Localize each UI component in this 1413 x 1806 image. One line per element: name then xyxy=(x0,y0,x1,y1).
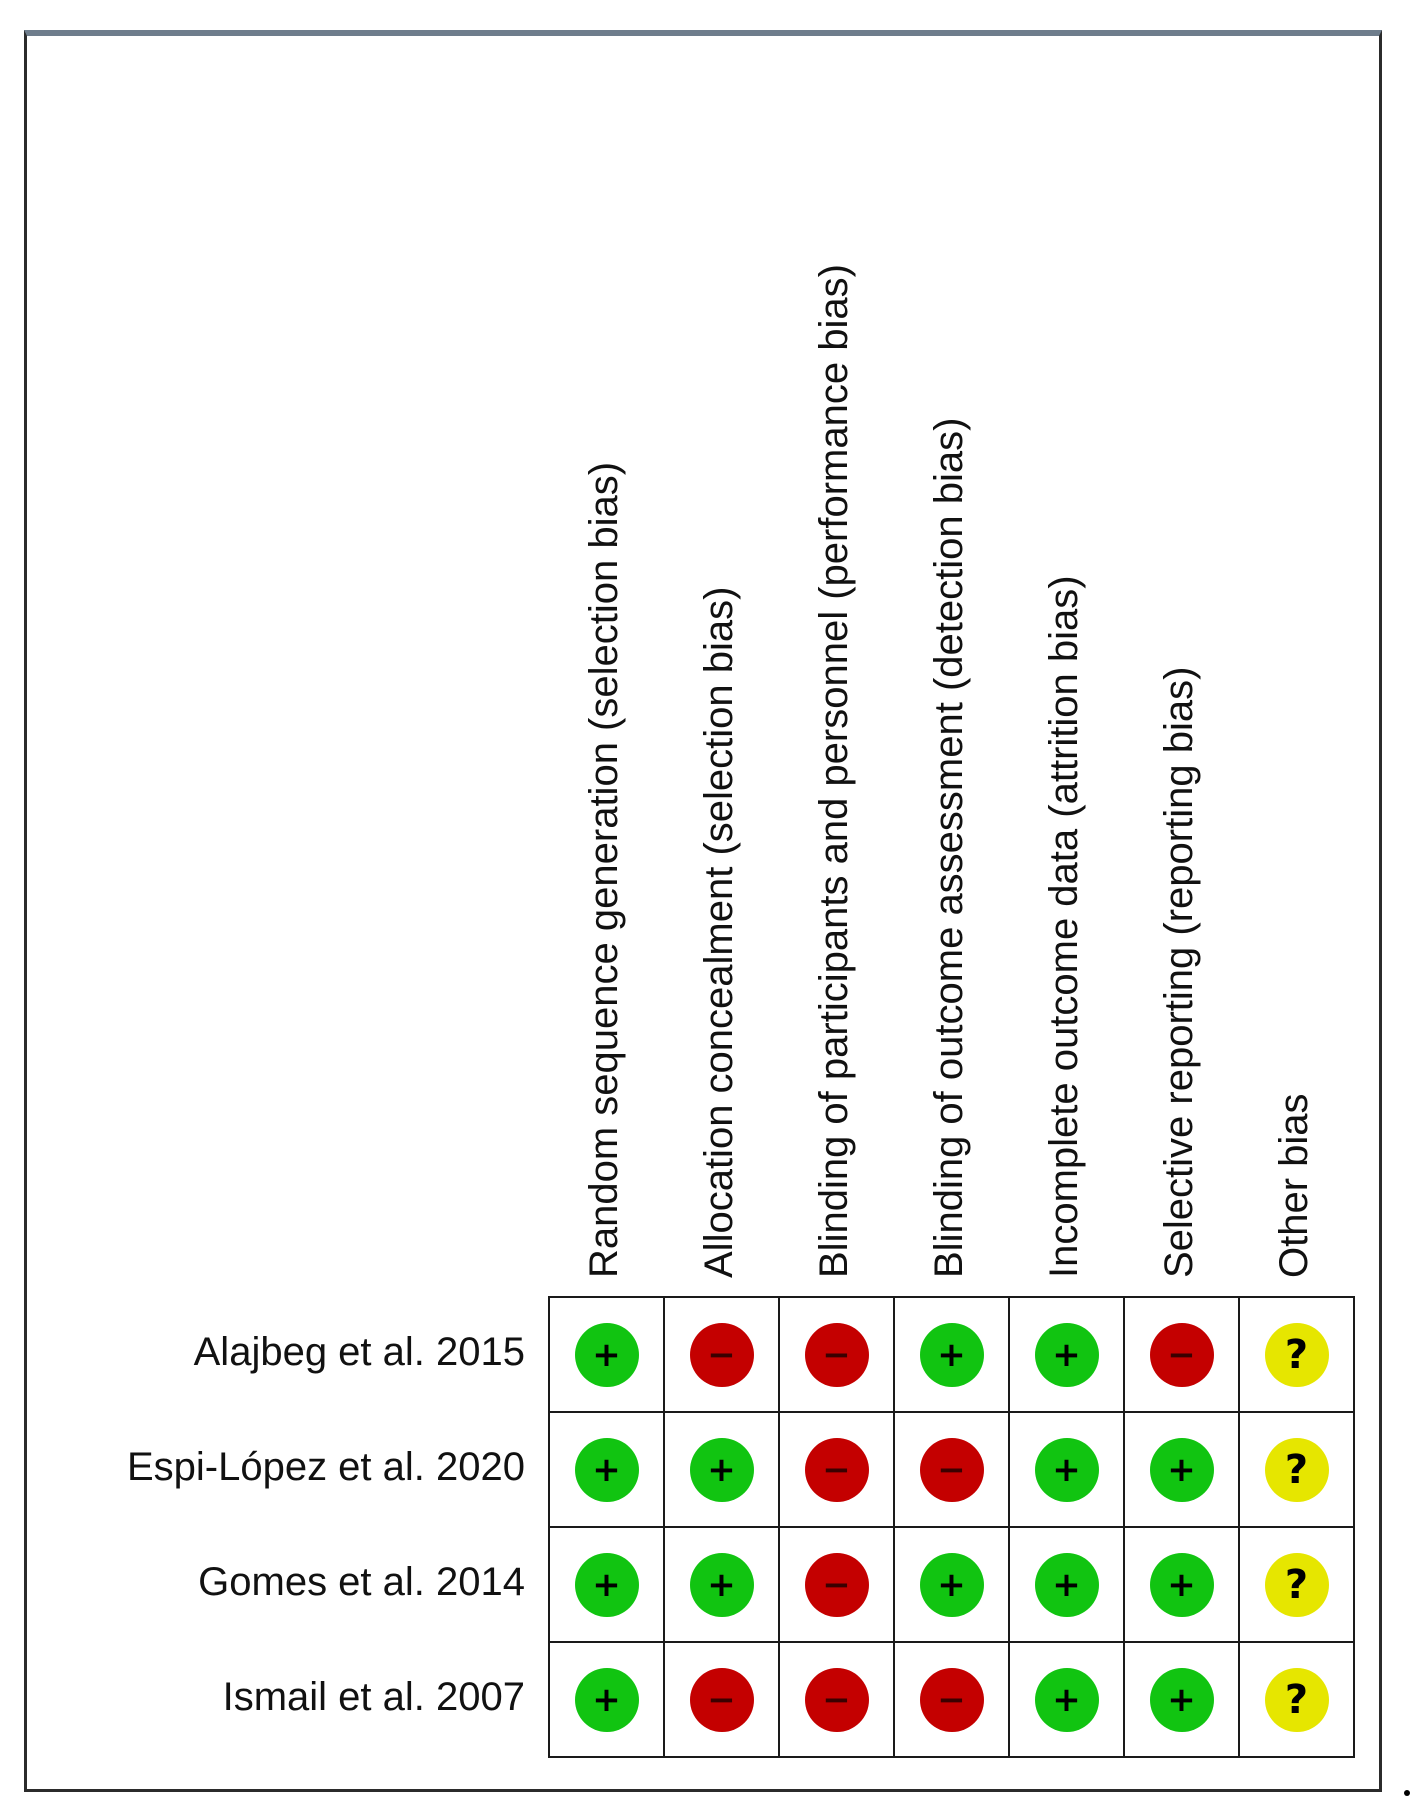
column-header: Blinding of participants and personnel (performance bias) xyxy=(811,264,856,1278)
judgement-high-icon xyxy=(805,1668,869,1732)
column-header: Other bias xyxy=(1271,1093,1316,1278)
judgement-symbol: − xyxy=(1167,1334,1196,1375)
judgement-unclear-icon xyxy=(1265,1438,1329,1502)
judgement-low-icon xyxy=(1150,1438,1214,1502)
study-label: Alajbeg et al. 2015 xyxy=(193,1329,525,1374)
judgement-symbol: − xyxy=(707,1334,736,1375)
study-label: Espi-López et al. 2020 xyxy=(126,1444,525,1489)
judgement-low-icon xyxy=(575,1323,639,1387)
judgement-low-icon xyxy=(1035,1438,1099,1502)
judgement-symbol: + xyxy=(937,1334,966,1375)
judgement-low-icon xyxy=(690,1553,754,1617)
judgement-unclear-icon xyxy=(1265,1668,1329,1732)
judgement-symbol: − xyxy=(937,1449,966,1490)
judgement-symbol: − xyxy=(822,1449,851,1490)
judgement-symbol: − xyxy=(822,1679,851,1720)
judgement-high-icon xyxy=(920,1668,984,1732)
judgement-symbol: + xyxy=(1167,1449,1196,1490)
judgement-high-icon xyxy=(805,1438,869,1502)
judgement-symbol: + xyxy=(592,1564,621,1605)
judgement-symbol: + xyxy=(592,1334,621,1375)
judgement-symbol: ? xyxy=(1284,1331,1309,1378)
judgement-symbol: + xyxy=(707,1449,736,1490)
judgement-low-icon xyxy=(690,1438,754,1502)
judgement-low-icon xyxy=(1035,1668,1099,1732)
judgement-symbol: + xyxy=(592,1679,621,1720)
judgement-low-icon xyxy=(1150,1668,1214,1732)
judgement-symbol: ? xyxy=(1284,1676,1309,1723)
judgement-low-icon xyxy=(920,1323,984,1387)
judgement-high-icon xyxy=(1150,1323,1214,1387)
judgement-symbol: + xyxy=(1052,1679,1081,1720)
judgement-high-icon xyxy=(690,1323,754,1387)
judgement-low-icon xyxy=(575,1438,639,1502)
judgement-high-icon xyxy=(805,1323,869,1387)
judgement-high-icon xyxy=(805,1553,869,1617)
judgement-symbol: + xyxy=(592,1449,621,1490)
judgement-symbol: − xyxy=(707,1679,736,1720)
judgement-unclear-icon xyxy=(1265,1323,1329,1387)
judgement-high-icon xyxy=(920,1438,984,1502)
judgement-high-icon xyxy=(690,1668,754,1732)
judgement-symbol: ? xyxy=(1284,1446,1309,1493)
column-header: Blinding of outcome assessment (detection bias) xyxy=(926,417,971,1278)
judgement-low-icon xyxy=(1035,1323,1099,1387)
judgement-low-icon xyxy=(920,1553,984,1617)
trailing-dot xyxy=(1404,1790,1410,1796)
judgement-symbol: + xyxy=(1167,1564,1196,1605)
judgement-low-icon xyxy=(575,1668,639,1732)
column-header: Allocation concealment (selection bias) xyxy=(696,586,741,1278)
judgement-symbol: − xyxy=(822,1334,851,1375)
judgement-symbol: + xyxy=(1052,1449,1081,1490)
judgement-symbol: + xyxy=(1052,1334,1081,1375)
judgement-symbol: + xyxy=(1167,1679,1196,1720)
judgement-symbol: + xyxy=(707,1564,736,1605)
judgement-symbol: + xyxy=(937,1564,966,1605)
judgement-low-icon xyxy=(1035,1553,1099,1617)
judgement-symbol: − xyxy=(937,1679,966,1720)
judgement-symbol: − xyxy=(822,1564,851,1605)
judgement-symbol: ? xyxy=(1284,1561,1309,1608)
judgement-unclear-icon xyxy=(1265,1553,1329,1617)
judgement-low-icon xyxy=(1150,1553,1214,1617)
judgement-symbol: + xyxy=(1052,1564,1081,1605)
column-header: Incomplete outcome data (attrition bias) xyxy=(1041,575,1086,1278)
study-label: Ismail et al. 2007 xyxy=(222,1674,525,1719)
column-header: Random sequence generation (selection bias) xyxy=(581,461,626,1278)
study-label: Gomes et al. 2014 xyxy=(198,1559,525,1604)
judgement-low-icon xyxy=(575,1553,639,1617)
column-header: Selective reporting (reporting bias) xyxy=(1156,666,1201,1278)
